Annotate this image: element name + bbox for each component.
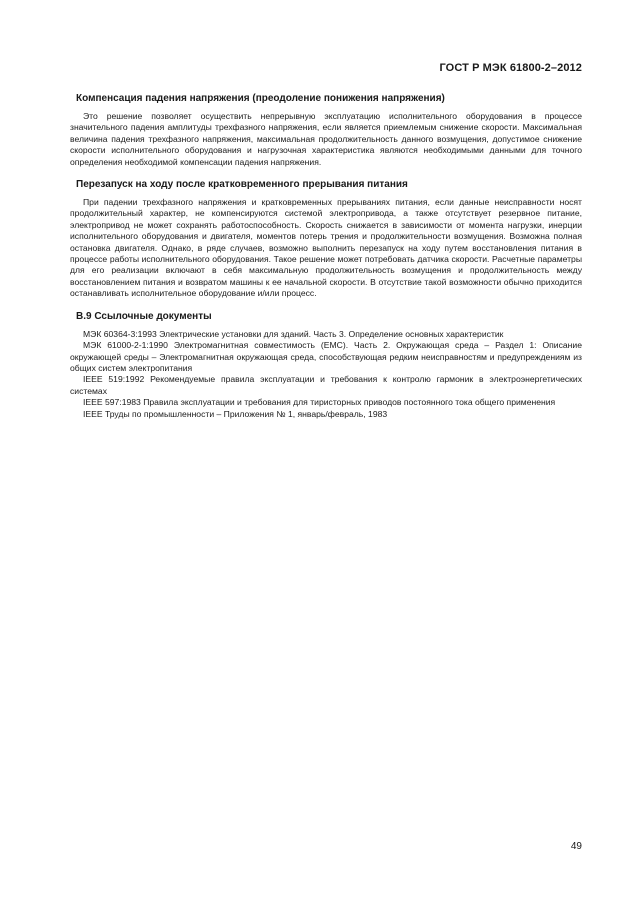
reference-item: IEEE 597:1983 Правила эксплуатации и требования для тиристорных приводов постоянного тока общего применения	[83, 397, 556, 408]
reference-item: IEEE 519:1992 Рекомендуемые правила эксплуатации и требования к контролю гармоник в электроэнергетических системах	[70, 374, 582, 396]
reference-item: IEEE Труды по промышленности – Приложения № 1, январь/февраль, 1983	[83, 408, 388, 419]
section-flying-restart	[70, 178, 582, 300]
references-heading: В.9 Ссылочные документы	[76, 310, 212, 322]
reference-item: МЭК 61000-2-1:1990 Электромагнитная совместимость (ЕМС). Часть 2. Окружающая среда – Раздел 1: Описание окружающей среды – Электромагнитная окружающая среда, способствующая редким неисправностям и предупреждениям из общих систем электропитания	[70, 340, 582, 373]
section-references	[70, 310, 582, 420]
page-content	[70, 92, 582, 430]
page-number: 49	[570, 841, 582, 852]
reference-item: МЭК 60364-3:1993 Электрические установки для зданий. Часть 3. Определение основных характеристик	[83, 328, 504, 339]
paragraph: Это решение позволяет осуществить непрерывную эксплуатацию исполнительного оборудования в процессе значительного падения амплитуды трехфазного напряжения, если является приемлемым снижение скорости. Максимальная величина падения трехфазного напряжения, максимальная продолжительность данного возмущения, допустимое снижение скорости исполнительного оборудования и нагрузочная характеристика являются необходимыми данными для точного определения необходимой компенсации падения напряжения.	[70, 111, 582, 167]
section-voltage-compensation	[70, 92, 582, 168]
section-heading: Перезапуск на ходу после кратковременного прерывания питания	[76, 179, 408, 191]
standard-header: ГОСТ Р МЭК 61800-2–2012	[439, 62, 582, 74]
paragraph: При падении трехфазного напряжения и кратковременных прерываниях питания, если данные неисправности носят продолжительный характер, не компенсируются системой электропривода, а также отсутствует резервное питание, электропривод не может сохранять работоспособность. Скорость снижается в зависимости от момента нагрузки, инерции исполнительного оборудования и двигателя, моментов потерь трения и продолжительности возмущения. Возможна полная остановка двигателя. Однако, в ряде случаев, возможно выполнить перезапуск на ходу путем восстановления питания в процессе работы исполнительного оборудования. Такое решение может потребовать датчика скорости. Расчетные параметры для его реализации включают в себя максимальную продолжительность возмущения и продолжительность между восстановлением питания и возвратом машины к ее начальной скорости. В отсутствие такой возможности обычно приходится останавливать исполнительное оборудование и/или процесс.	[70, 197, 582, 299]
section-heading: Компенсация падения напряжения (преодоление понижения напряжения)	[76, 93, 445, 104]
